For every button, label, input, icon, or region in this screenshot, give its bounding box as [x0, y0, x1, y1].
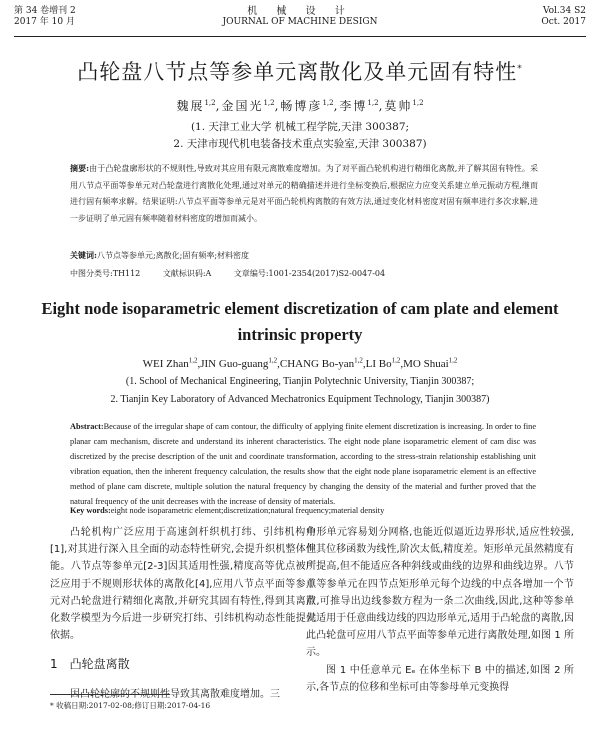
header-center: [14, 6, 586, 28]
affiliation-en-1: (1. School of Mechanical Engineering, Tianjin Polytechnic University, Tianjin 300387;: [125, 376, 475, 387]
section-paragraph: 因凸轮轮廓的不规则性导致其离散难度增加。三: [70, 688, 280, 700]
abstract-en: [70, 420, 536, 509]
classification-line: [70, 268, 538, 279]
authors-en: [0, 356, 600, 370]
abstract-en-text: Because of the irregular shape of cam contour, the difficulty of applying finite element discretization is increasing. In order to fine planar cam mechanism, discrete and understand its inherent characteristics. The eight node plane isoparametric element of cam disc was discretized by the precise description of the unit and coordinate transformation, according to the stress-strain relationship establishing unit vibration equation, then the inherent frequency calculation, the results show that the eight node plane isoparametric element is an effective method of plane cam discrete, multiple solution the natural frequency by changing the density of the material and further proved that the natural frequency of the unit decreases with the increase of density of materials.: [70, 422, 536, 506]
abstract-cn-text: 由于凸轮盘廓形状的不规则性,导致对其应用有限元离散难度增加。为了对平面凸轮机构进行精细化离散,并了解其固有特性。采用八节点平面等参单元对凸轮盘进行离散化处理,通过对单元的精确描述并进行坐标变换后,根据应力应变关系建立单元振动方程,继而进行固有频率求解。结果证明:八节点平面等参单元是对平面凸轮机构离散的有效方法,通过变化材料密度对固有频率进行多次求解,进一步证明了单元固有频率随着材料密度的增加而减小。: [70, 164, 538, 223]
author-en: LI Bo$^{1,2}$,: [365, 356, 404, 370]
date-en: Oct. 2017: [541, 17, 586, 27]
header-divider: [14, 36, 586, 37]
affiliation-cn-1: (1. 天津工业大学 机械工程学院,天津 300387;: [190, 121, 410, 133]
author-en: WEI Zhan$^{1,2}$,: [142, 356, 201, 370]
article-number: 文章编号:1001-2354(2017)S2-0047-04: [233, 269, 386, 278]
issue-date: 2017 年 10 月: [14, 17, 75, 27]
affiliation-en-2: 2. Tianjin Key Laboratory of Advanced Mechatronics Equipment Technology, Tianjin 300387): [110, 394, 490, 405]
abstract-cn: [70, 160, 538, 227]
paper-title-en: Eight node isoparametric element discretization of cam plate and element intrinsic property: [41, 299, 559, 344]
document-code: 文献标识码:A: [162, 269, 212, 278]
author-cn: 莫帅$^{1,2}$: [384, 99, 424, 113]
author-cn: 魏展$^{1,2}$,: [176, 99, 222, 113]
volume-en: Vol.34 S2: [542, 6, 586, 16]
body-column-left: [50, 524, 316, 703]
abstract-en-label: Abstract:: [70, 422, 104, 431]
volume-issue: 第 34 卷增刊 2: [14, 6, 76, 16]
keywords-cn: 关键词:八节点等参单元;离散化;固有频率;材料密度: [70, 250, 250, 260]
clc-number: 中图分类号:TH112: [70, 269, 141, 278]
keywords-en: Key words:eight node isoparametric element;discretization;natural frequency;material density: [70, 506, 385, 515]
paper-title-cn: 凸轮盘八节点等参单元离散化及单元固有特性*: [77, 60, 523, 84]
continued-paragraph: 角形单元容易划分网格,也能近似逼近边界形状,适应性较强,但其位移函数为线性,阶次太低,精度差。矩形单元虽然精度有所提高,但不能适应各种斜线或曲线的边界和曲线边界。八节点等参单元在四节点矩形单元每个边线的中点各增加一个节点,可推导出边线参数方程为一条二次曲线,因此,这种等参单元适用于任意曲线边线的四边形单元,适用于凸轮盘的离散,因此凸轮盘可应用八节点平面等参单元进行离散处理,如图 1 所示。: [306, 527, 574, 659]
footnote-rule: [50, 694, 170, 695]
author-cn: 李博$^{1,2}$,: [339, 99, 385, 113]
author-en: CHANG Bo-yan$^{1,2}$,: [279, 356, 366, 370]
header-right: [541, 6, 586, 28]
author-en: JIN Guo-guang$^{1,2}$,: [200, 356, 280, 370]
journal-header: [14, 6, 586, 36]
abstract-cn-label: 摘要:: [70, 163, 90, 173]
journal-name-cn: 机 械 设 计: [247, 6, 353, 17]
figure-paragraph: 图 1 中任意单元 Eₑ 在体坐标下 B 中的描述,如图 2 所示,各节点的位移和坐标可由等参母单元变换得: [306, 664, 574, 693]
authors-cn: [0, 97, 600, 114]
section-heading: 1 凸轮盘离散: [50, 657, 130, 672]
author-cn: 金国光$^{1,2}$,: [221, 99, 281, 113]
author-cn: 畅博彦$^{1,2}$,: [280, 99, 340, 113]
received-date-footnote: * 收稿日期:2017-02-08;修订日期:2017-04-16: [50, 701, 211, 710]
affiliation-cn-2: 2. 天津市现代机电装备技术重点实验室,天津 300387): [173, 138, 427, 150]
journal-name-en: JOURNAL OF MACHINE DESIGN: [222, 17, 378, 27]
body-column-right: [306, 524, 574, 696]
author-en: MO Shuai$^{1,2}$: [403, 356, 458, 370]
intro-paragraph: 凸轮机构广泛应用于高速剑杆织机打纬、引纬机构中[1],对其进行深入且全面的动态特性研究,会提升织机整体性能。八节点等参单元[2-3]因其适用性强,精度高等优点被广泛应用于不规则形状体的离散化[4],应用八节点平面等参单元对凸轮盘进行精细化离散,并研究其固有特性,得到其离散化数学模型为今后进一步研究打纬、引纬机构动态性能提供依据。: [50, 527, 316, 642]
